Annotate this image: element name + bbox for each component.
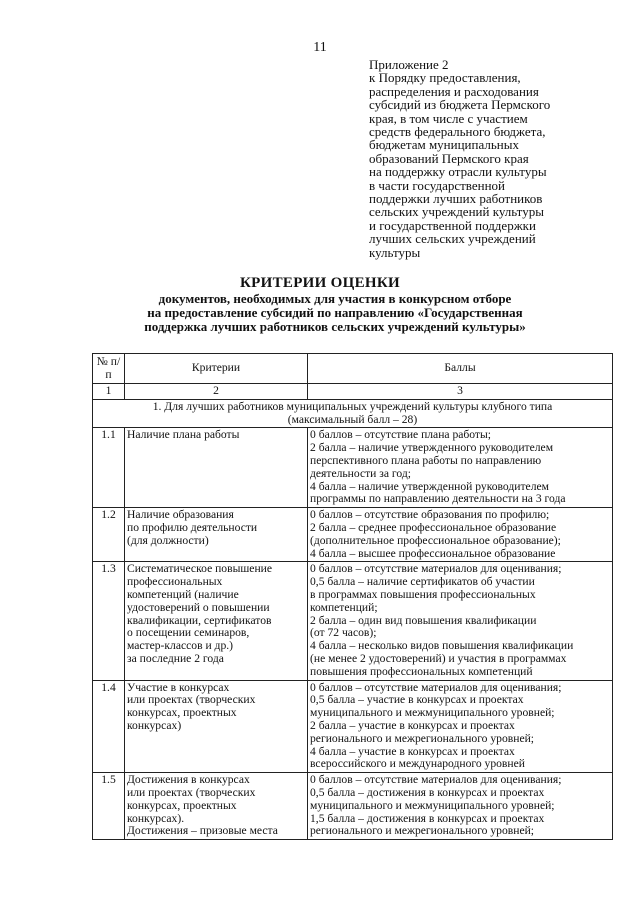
appendix-line: в части государственной <box>369 177 506 193</box>
column-number: 2 <box>125 384 308 400</box>
criteria-line: Систематическое повышение <box>127 562 273 576</box>
row-criteria <box>125 508 308 562</box>
row-criteria <box>125 428 308 508</box>
points-line: в программах повышения профессиональных <box>310 587 536 601</box>
points-line: 2 балла – среднее профессиональное образование <box>310 520 557 534</box>
points-line: (дополнительное профессиональное образование); <box>310 533 561 547</box>
points-line: муниципального и межмуниципального уровней; <box>310 798 555 812</box>
points-line: регионального и межрегионального уровней; <box>310 824 535 838</box>
criteria-line: или проектах (творческих <box>127 693 256 707</box>
points-line: 2 балла – участие в конкурсах и проектах <box>310 718 515 732</box>
criteria-line: конкурсах). <box>127 811 185 825</box>
criteria-line: удостоверений о повышении <box>127 600 270 614</box>
row-points <box>308 562 613 680</box>
points-line: 0 баллов – отсутствие образования по профилю; <box>310 508 550 522</box>
document-subtitle <box>90 292 580 334</box>
points-line: (от 72 часов); <box>310 626 377 640</box>
document-title: КРИТЕРИИ ОЦЕНКИ <box>239 275 400 291</box>
subtitle-line: на предоставление субсидий по направлению «Государственная <box>147 305 523 320</box>
row-number: 1.4 <box>93 680 125 773</box>
row-points <box>308 428 613 508</box>
section-line: (максимальный балл – 28) <box>287 412 418 426</box>
row-points <box>308 508 613 562</box>
criteria-line: профессиональных <box>127 575 223 589</box>
points-line: 0 баллов – отсутствие плана работы; <box>310 428 492 442</box>
row-criteria <box>125 562 308 680</box>
criteria-line: (для должности) <box>127 533 209 547</box>
page-number: 11 <box>313 40 327 55</box>
points-line: 2 балла – один вид повышения квалификации <box>310 613 537 627</box>
points-line: 0 баллов – отсутствие материалов для оценивания; <box>310 562 562 576</box>
criteria-line: по профилю деятельности <box>127 520 258 534</box>
points-line: всероссийского и международного уровней <box>310 757 525 771</box>
column-number-row <box>93 384 613 400</box>
header-points: Баллы <box>308 354 613 384</box>
header-number: № п/п <box>93 354 125 384</box>
appendix-line: и государственной поддержки <box>369 217 536 233</box>
appendix-line: лучших сельских учреждений <box>369 231 536 247</box>
table-row <box>93 680 613 773</box>
appendix-note <box>369 58 609 259</box>
appendix-line: на поддержку отрасли культуры <box>369 164 547 180</box>
points-line: 0,5 балла – достижения в конкурсах и проектах <box>310 785 545 799</box>
points-line: регионального и межрегионального уровней; <box>310 731 535 745</box>
row-number: 1.3 <box>93 562 125 680</box>
criteria-line: Наличие плана работы <box>127 428 240 442</box>
points-line: 4 балла – наличие утвержденной руководителем <box>310 479 549 493</box>
row-number: 1.5 <box>93 773 125 840</box>
table-row <box>93 508 613 562</box>
column-number: 3 <box>308 384 613 400</box>
criteria-line: Наличие образования <box>127 508 234 522</box>
points-line: перспективного плана работы по направлению <box>310 453 542 467</box>
criteria-line: квалификации, сертификатов <box>127 613 272 627</box>
table-header-row <box>93 354 613 384</box>
points-line: деятельности за год; <box>310 466 411 480</box>
subtitle-line: документов, необходимых для участия в конкурсном отборе <box>158 291 512 306</box>
row-criteria <box>125 680 308 773</box>
table-row <box>93 773 613 840</box>
section-line: 1. Для лучших работников муниципальных учреждений культуры клубного типа <box>152 399 553 413</box>
points-line: муниципального и межмуниципального уровней; <box>310 706 555 720</box>
criteria-line: или проектах (творческих <box>127 785 256 799</box>
criteria-line: Участие в конкурсах <box>127 680 230 694</box>
criteria-line: компетенций (наличие <box>127 587 239 601</box>
points-line: 2 балла – наличие утвержденного руководителем <box>310 441 554 455</box>
points-line: программы по направлению деятельности на 3 года <box>310 492 566 506</box>
criteria-line: конкурсах, проектных <box>127 706 237 720</box>
table-row <box>93 428 613 508</box>
points-line: 4 балла – высшее профессиональное образование <box>310 546 556 560</box>
criteria-line: за последние 2 года <box>127 651 224 665</box>
appendix-line: к Порядку предоставления, <box>369 70 521 86</box>
appendix-line: поддержки лучших работников <box>369 191 543 207</box>
appendix-line: распределения и расходования <box>369 83 539 99</box>
points-line: 0 баллов – отсутствие материалов для оценивания; <box>310 680 562 694</box>
row-points <box>308 773 613 840</box>
subtitle-line: поддержка лучших работников сельских учреждений культуры» <box>144 319 526 334</box>
appendix-line: бюджетам муниципальных <box>369 137 519 153</box>
appendix-line: сельских учреждений культуры <box>369 204 544 220</box>
points-line: 4 балла – участие в конкурсах и проектах <box>310 744 515 758</box>
criteria-line: о посещении семинаров, <box>127 626 250 640</box>
header-criteria: Критерии <box>125 354 308 384</box>
criteria-line: конкурсах) <box>127 718 182 732</box>
points-line: 0,5 балла – наличие сертификатов об участии <box>310 575 535 589</box>
column-number: 1 <box>93 384 125 400</box>
criteria-line: Достижения – призовые места <box>127 824 278 838</box>
row-points <box>308 680 613 773</box>
points-line: 0,5 балла – участие в конкурсах и проектах <box>310 693 524 707</box>
criteria-line: мастер-классов и др.) <box>127 639 234 653</box>
row-number: 1.2 <box>93 508 125 562</box>
points-line: 1,5 балла – достижения в конкурсах и проектах <box>310 811 545 825</box>
points-line: (не менее 2 удостоверений) и участия в программах <box>310 651 567 665</box>
appendix-line: субсидий из бюджета Пермского <box>369 97 551 113</box>
appendix-line: средств федерального бюджета, <box>369 124 546 140</box>
table-row <box>93 562 613 680</box>
appendix-line: образований Пермского края <box>369 150 529 166</box>
row-number: 1.1 <box>93 428 125 508</box>
points-line: повышения профессиональных компетенций <box>310 664 533 678</box>
appendix-line: культуры <box>369 244 421 260</box>
points-line: 0 баллов – отсутствие материалов для оценивания; <box>310 773 562 787</box>
criteria-line: Достижения в конкурсах <box>127 773 250 787</box>
points-line: 4 балла – несколько видов повышения квалификации <box>310 639 574 653</box>
points-line: компетенций; <box>310 600 378 614</box>
row-criteria <box>125 773 308 840</box>
section-title <box>93 399 613 428</box>
section-row <box>93 399 613 428</box>
criteria-line: конкурсах, проектных <box>127 798 237 812</box>
criteria-table <box>92 353 613 840</box>
appendix-line: края, в том числе с участием <box>369 110 528 126</box>
appendix-line: Приложение 2 <box>369 57 449 72</box>
